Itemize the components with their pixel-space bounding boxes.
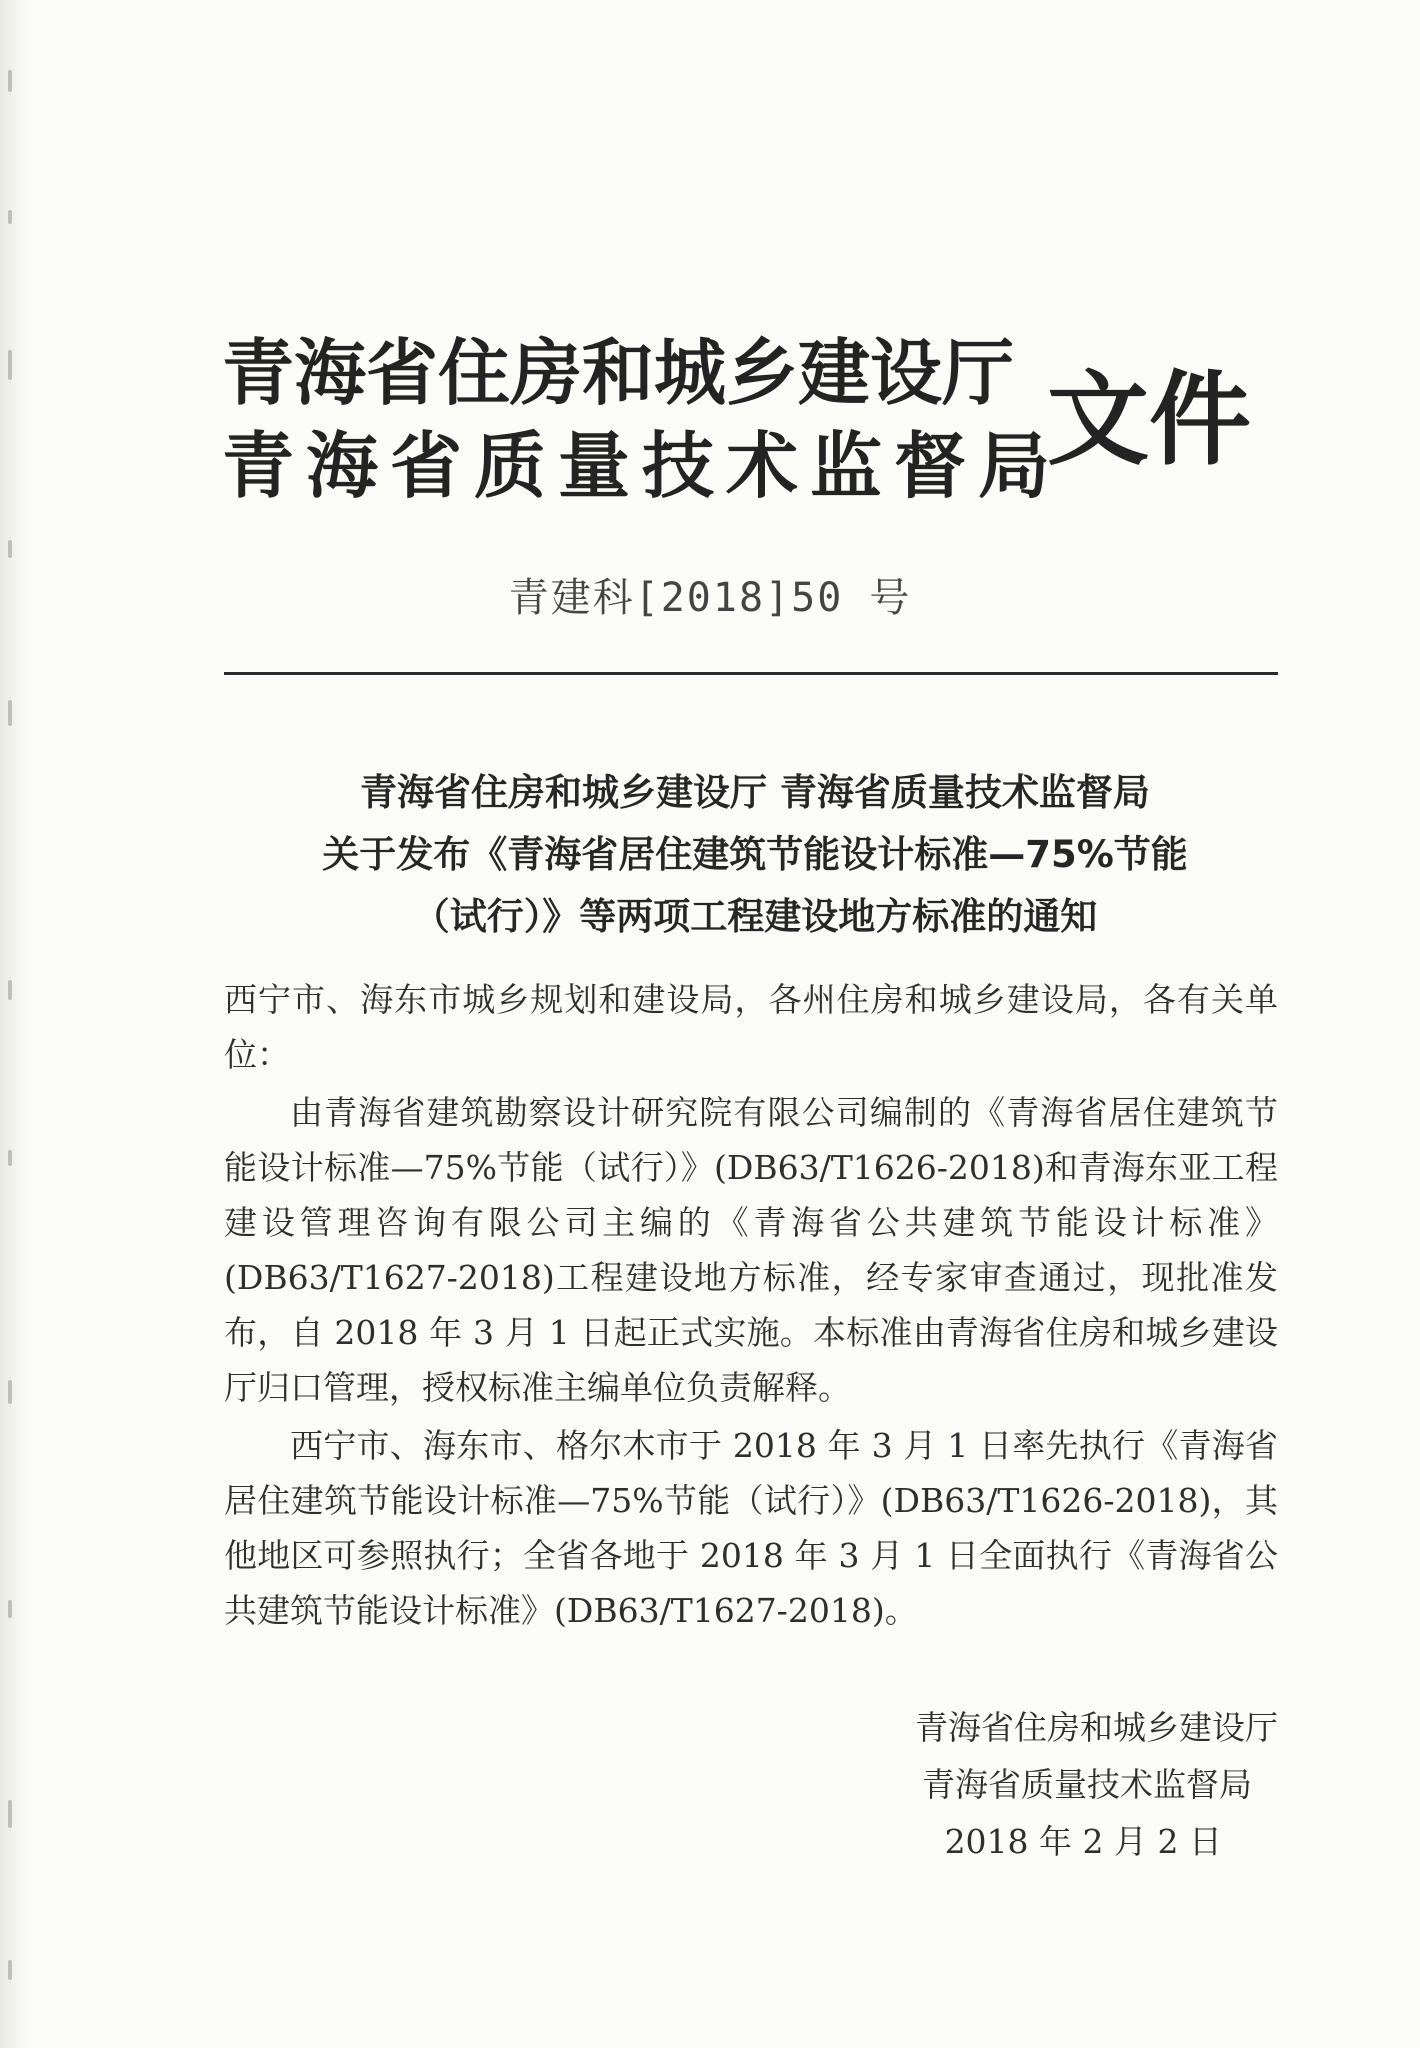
notice-title-line-1: 青海省住房和城乡建设厅 青海省质量技术监督局 — [360, 771, 1150, 814]
body-paragraph-2: 西宁市、海东市、格尔木市于 2018 年 3 月 1 日率先执行《青海省居住建筑节能设计标准—75%节能（试行）》(DB63/T1626-2018)，其他地区可参照执行；全省各地于 2018 年 3 月 1 日全面执行《青海省公共建筑节能设计标准》(DB63/T1627-2018)。 — [224, 1426, 1278, 1630]
body-paragraph-1: 由青海省建筑勘察设计研究院有限公司编制的《青海省居住建筑节能设计标准—75%节能（试行）》(DB63/T1626-2018)和青海东亚工程建设管理咨询有限公司主编的《青海省公共建筑节能设计标准》(DB63/T1627-2018)工程建设地方标准，经专家审查通过，现批准发布，自 2018 年 3 月 1 日起正式实施。本标准由青海省住房和城乡建设厅归口管理，授权标准主编单位负责解释。 — [224, 1093, 1278, 1407]
notice-title-line-2: 关于发布《青海省居住建筑节能设计标准—75%节能 — [322, 833, 1188, 876]
salutation: 西宁市、海东市城乡规划和建设局，各州住房和城乡建设局，各有关单位： — [224, 980, 1278, 1074]
signature-date: 2018 年 2 月 2 日 — [944, 1822, 1222, 1861]
signature-org-2: 青海省质量技术监督局 — [922, 1765, 1252, 1804]
binding-mark — [8, 1380, 12, 1404]
header-document-label: 文件 — [1047, 361, 1251, 480]
header-org-line-2: 青海省质量技术监督局 — [222, 424, 1063, 508]
binding-mark — [8, 1600, 12, 1618]
binding-mark — [8, 210, 12, 224]
binding-mark — [8, 350, 12, 380]
binding-mark — [8, 1800, 12, 1828]
binding-mark — [8, 70, 12, 92]
header-org-line-1: 青海省住房和城乡建设厅 — [222, 331, 1015, 415]
binding-mark — [8, 1960, 12, 1980]
signature-org-1: 青海省住房和城乡建设厅 — [915, 1708, 1278, 1747]
header-divider — [224, 672, 1278, 675]
notice-title-line-3: （试行）》等两项工程建设地方标准的通知 — [412, 895, 1098, 938]
document-header — [222, 328, 1282, 518]
binding-mark — [8, 1150, 12, 1166]
binding-mark — [8, 700, 12, 726]
binding-mark — [8, 980, 12, 1000]
binding-mark — [8, 540, 12, 558]
document-number: 青建科[2018]50 号 — [508, 575, 912, 621]
binding-edge — [0, 0, 30, 2048]
